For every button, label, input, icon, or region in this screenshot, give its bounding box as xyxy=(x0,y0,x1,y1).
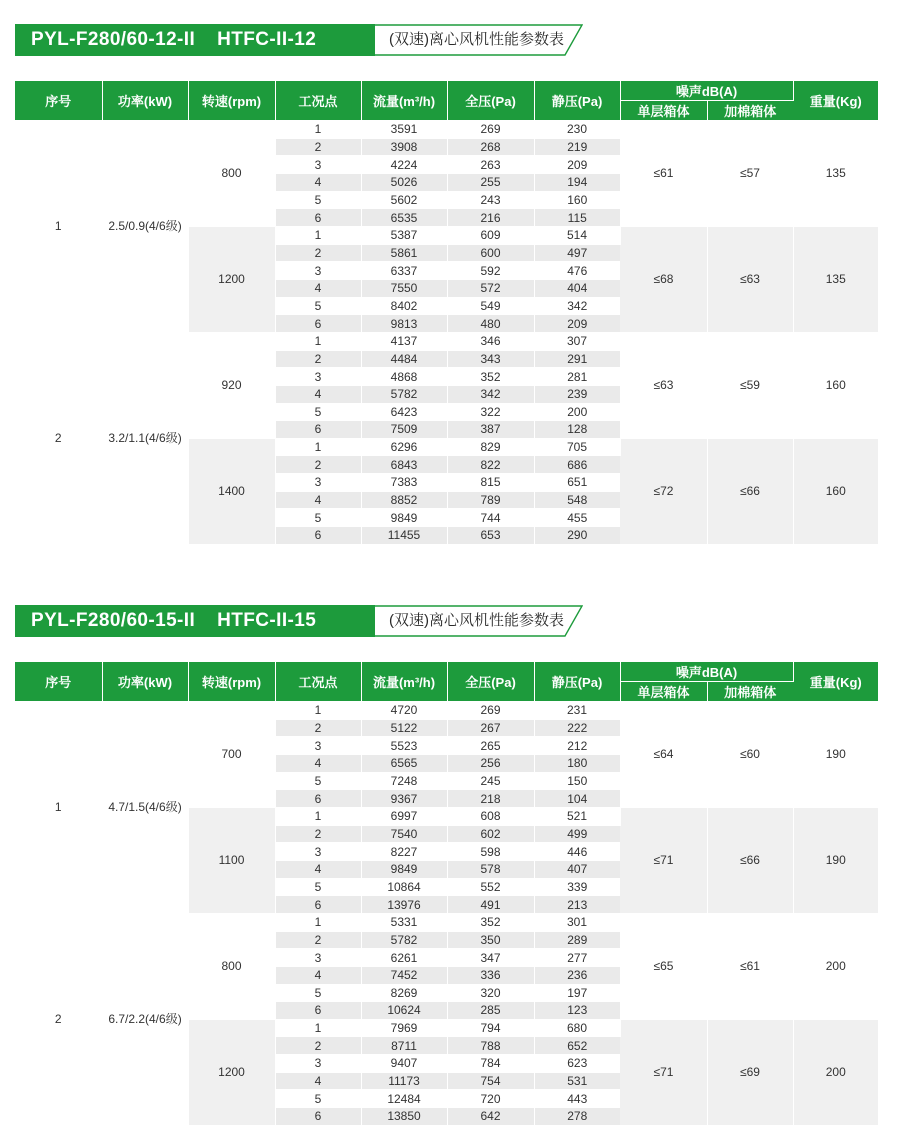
cell-static-pressure: 277 xyxy=(534,949,620,967)
cell-point: 2 xyxy=(275,1037,361,1055)
cell-total-pressure: 267 xyxy=(447,719,534,737)
cell-point: 4 xyxy=(275,173,361,191)
cell-weight: 190 xyxy=(793,807,878,913)
cell-flow: 7509 xyxy=(361,421,447,439)
cell-total-pressure: 572 xyxy=(447,279,534,297)
cell-point: 1 xyxy=(275,1019,361,1037)
cell-total-pressure: 789 xyxy=(447,491,534,509)
cell-static-pressure: 209 xyxy=(534,156,620,174)
cell-total-pressure: 608 xyxy=(447,807,534,825)
cell-seq: 1 xyxy=(15,121,102,333)
cell-static-pressure: 455 xyxy=(534,509,620,527)
cell-static-pressure: 531 xyxy=(534,1072,620,1090)
cell-total-pressure: 822 xyxy=(447,456,534,474)
header-power: 功率(kW) xyxy=(102,662,188,702)
cell-flow: 6423 xyxy=(361,403,447,421)
cell-flow: 9813 xyxy=(361,315,447,333)
cell-static-pressure: 290 xyxy=(534,527,620,545)
cell-noise-cotton: ≤66 xyxy=(707,807,793,913)
cell-point: 2 xyxy=(275,138,361,156)
cell-noise-single: ≤64 xyxy=(620,702,707,808)
cell-total-pressure: 255 xyxy=(447,173,534,191)
cell-flow: 7550 xyxy=(361,279,447,297)
cell-flow: 9849 xyxy=(361,860,447,878)
table-row xyxy=(15,332,878,350)
cell-flow: 6535 xyxy=(361,209,447,227)
cell-total-pressure: 642 xyxy=(447,1108,534,1126)
cell-point: 1 xyxy=(275,702,361,720)
title-main: PYL-F280/60-15-II xyxy=(31,610,196,631)
cell-power: 2.5/0.9(4/6级) xyxy=(102,121,188,333)
cell-flow: 8852 xyxy=(361,491,447,509)
cell-seq: 1 xyxy=(15,702,102,914)
cell-noise-cotton: ≤69 xyxy=(707,1019,793,1125)
cell-point: 5 xyxy=(275,509,361,527)
cell-point: 4 xyxy=(275,491,361,509)
cell-speed: 1400 xyxy=(188,438,275,544)
cell-total-pressure: 269 xyxy=(447,702,534,720)
header-point: 工况点 xyxy=(275,662,361,702)
cell-static-pressure: 499 xyxy=(534,825,620,843)
cell-static-pressure: 548 xyxy=(534,491,620,509)
cell-total-pressure: 343 xyxy=(447,350,534,368)
header-weight: 重量(Kg) xyxy=(793,81,878,121)
cell-static-pressure: 686 xyxy=(534,456,620,474)
cell-total-pressure: 263 xyxy=(447,156,534,174)
cell-flow: 4224 xyxy=(361,156,447,174)
cell-total-pressure: 592 xyxy=(447,262,534,280)
cell-flow: 4720 xyxy=(361,702,447,720)
cell-weight: 160 xyxy=(793,332,878,438)
cell-static-pressure: 212 xyxy=(534,737,620,755)
cell-noise-single: ≤61 xyxy=(620,121,707,227)
cell-total-pressure: 602 xyxy=(447,825,534,843)
cell-flow: 5387 xyxy=(361,226,447,244)
cell-total-pressure: 218 xyxy=(447,790,534,808)
cell-point: 2 xyxy=(275,244,361,262)
header-total-pressure: 全压(Pa) xyxy=(447,662,534,702)
cell-noise-single: ≤71 xyxy=(620,807,707,913)
cell-static-pressure: 307 xyxy=(534,332,620,350)
cell-flow: 7248 xyxy=(361,772,447,790)
cell-point: 6 xyxy=(275,896,361,914)
cell-total-pressure: 387 xyxy=(447,421,534,439)
cell-speed: 800 xyxy=(188,913,275,1019)
cell-total-pressure: 342 xyxy=(447,385,534,403)
cell-point: 6 xyxy=(275,1108,361,1126)
cell-power: 6.7/2.2(4/6级) xyxy=(102,913,188,1125)
cell-total-pressure: 352 xyxy=(447,368,534,386)
header-static-pressure: 静压(Pa) xyxy=(534,81,620,121)
cell-point: 6 xyxy=(275,1002,361,1020)
cell-total-pressure: 598 xyxy=(447,843,534,861)
header-seq: 序号 xyxy=(15,81,102,121)
cell-point: 1 xyxy=(275,438,361,456)
cell-point: 4 xyxy=(275,385,361,403)
title-model: HTFC-II-12 xyxy=(217,29,317,50)
cell-total-pressure: 265 xyxy=(447,737,534,755)
cell-static-pressure: 180 xyxy=(534,754,620,772)
cell-static-pressure: 150 xyxy=(534,772,620,790)
cell-point: 5 xyxy=(275,191,361,209)
cell-point: 1 xyxy=(275,226,361,244)
cell-static-pressure: 209 xyxy=(534,315,620,333)
cell-point: 2 xyxy=(275,350,361,368)
table-row xyxy=(15,121,878,139)
cell-total-pressure: 336 xyxy=(447,966,534,984)
cell-noise-single: ≤65 xyxy=(620,913,707,1019)
cell-flow: 6997 xyxy=(361,807,447,825)
cell-weight: 200 xyxy=(793,1019,878,1125)
cell-noise-cotton: ≤61 xyxy=(707,913,793,1019)
cell-total-pressure: 346 xyxy=(447,332,534,350)
section-title xyxy=(15,24,375,56)
cell-static-pressure: 222 xyxy=(534,719,620,737)
cell-flow: 9367 xyxy=(361,790,447,808)
title-tag-text: (双速)离心风机性能参数表 xyxy=(389,612,564,629)
cell-total-pressure: 480 xyxy=(447,315,534,333)
header-noise: 噪声dB(A) xyxy=(620,81,793,101)
cell-total-pressure: 788 xyxy=(447,1037,534,1055)
cell-flow: 7540 xyxy=(361,825,447,843)
cell-power: 4.7/1.5(4/6级) xyxy=(102,702,188,914)
cell-noise-single: ≤68 xyxy=(620,226,707,332)
cell-flow: 5026 xyxy=(361,173,447,191)
cell-flow: 11455 xyxy=(361,527,447,545)
spec-table xyxy=(15,662,878,1126)
cell-point: 3 xyxy=(275,843,361,861)
cell-noise-cotton: ≤57 xyxy=(707,121,793,227)
cell-point: 6 xyxy=(275,315,361,333)
cell-total-pressure: 609 xyxy=(447,226,534,244)
cell-total-pressure: 347 xyxy=(447,949,534,967)
header-noise-cotton: 加棉箱体 xyxy=(707,101,793,121)
header-total-pressure: 全压(Pa) xyxy=(447,81,534,121)
table-row xyxy=(15,702,878,720)
cell-total-pressure: 815 xyxy=(447,474,534,492)
cell-static-pressure: 278 xyxy=(534,1108,620,1126)
cell-flow: 9407 xyxy=(361,1055,447,1073)
cell-noise-cotton: ≤59 xyxy=(707,332,793,438)
cell-total-pressure: 754 xyxy=(447,1072,534,1090)
cell-flow: 6843 xyxy=(361,456,447,474)
cell-point: 1 xyxy=(275,332,361,350)
cell-weight: 135 xyxy=(793,226,878,332)
cell-speed: 1100 xyxy=(188,807,275,913)
cell-point: 1 xyxy=(275,913,361,931)
cell-static-pressure: 680 xyxy=(534,1019,620,1037)
cell-flow: 3591 xyxy=(361,121,447,139)
cell-flow: 6337 xyxy=(361,262,447,280)
cell-speed: 700 xyxy=(188,702,275,808)
cell-total-pressure: 269 xyxy=(447,121,534,139)
title-main: PYL-F280/60-12-II xyxy=(31,29,196,50)
cell-static-pressure: 651 xyxy=(534,474,620,492)
cell-static-pressure: 239 xyxy=(534,385,620,403)
cell-total-pressure: 243 xyxy=(447,191,534,209)
cell-flow: 4868 xyxy=(361,368,447,386)
cell-flow: 8711 xyxy=(361,1037,447,1055)
cell-static-pressure: 219 xyxy=(534,138,620,156)
cell-seq: 2 xyxy=(15,332,102,544)
cell-weight: 190 xyxy=(793,702,878,808)
cell-point: 2 xyxy=(275,456,361,474)
cell-noise-cotton: ≤60 xyxy=(707,702,793,808)
cell-point: 3 xyxy=(275,737,361,755)
cell-flow: 5861 xyxy=(361,244,447,262)
cell-static-pressure: 213 xyxy=(534,896,620,914)
section-title-bar xyxy=(15,605,878,637)
spec-table xyxy=(15,81,878,545)
cell-point: 4 xyxy=(275,279,361,297)
cell-point: 4 xyxy=(275,860,361,878)
cell-total-pressure: 256 xyxy=(447,754,534,772)
cell-flow: 13976 xyxy=(361,896,447,914)
cell-point: 1 xyxy=(275,121,361,139)
cell-total-pressure: 653 xyxy=(447,527,534,545)
cell-point: 5 xyxy=(275,878,361,896)
cell-point: 1 xyxy=(275,807,361,825)
header-noise-cotton: 加棉箱体 xyxy=(707,682,793,702)
cell-flow: 11173 xyxy=(361,1072,447,1090)
cell-point: 2 xyxy=(275,825,361,843)
cell-static-pressure: 230 xyxy=(534,121,620,139)
cell-point: 3 xyxy=(275,262,361,280)
cell-static-pressure: 446 xyxy=(534,843,620,861)
cell-flow: 5331 xyxy=(361,913,447,931)
section-title-bar xyxy=(15,24,878,56)
cell-point: 4 xyxy=(275,1072,361,1090)
cell-noise-single: ≤72 xyxy=(620,438,707,544)
cell-total-pressure: 216 xyxy=(447,209,534,227)
cell-static-pressure: 194 xyxy=(534,173,620,191)
header-weight: 重量(Kg) xyxy=(793,662,878,702)
cell-flow: 7452 xyxy=(361,966,447,984)
cell-total-pressure: 578 xyxy=(447,860,534,878)
cell-static-pressure: 236 xyxy=(534,966,620,984)
cell-weight: 135 xyxy=(793,121,878,227)
cell-static-pressure: 231 xyxy=(534,702,620,720)
cell-weight: 160 xyxy=(793,438,878,544)
cell-speed: 920 xyxy=(188,332,275,438)
cell-point: 5 xyxy=(275,984,361,1002)
cell-static-pressure: 281 xyxy=(534,368,620,386)
cell-point: 3 xyxy=(275,949,361,967)
cell-static-pressure: 104 xyxy=(534,790,620,808)
cell-total-pressure: 245 xyxy=(447,772,534,790)
cell-static-pressure: 521 xyxy=(534,807,620,825)
header-power: 功率(kW) xyxy=(102,81,188,121)
cell-point: 5 xyxy=(275,1090,361,1108)
cell-static-pressure: 160 xyxy=(534,191,620,209)
cell-point: 2 xyxy=(275,719,361,737)
cell-total-pressure: 320 xyxy=(447,984,534,1002)
cell-total-pressure: 829 xyxy=(447,438,534,456)
cell-speed: 800 xyxy=(188,121,275,227)
cell-static-pressure: 404 xyxy=(534,279,620,297)
header-speed: 转速(rpm) xyxy=(188,81,275,121)
cell-static-pressure: 514 xyxy=(534,226,620,244)
cell-static-pressure: 115 xyxy=(534,209,620,227)
spec-table-body xyxy=(15,702,878,1126)
cell-total-pressure: 350 xyxy=(447,931,534,949)
cell-static-pressure: 476 xyxy=(534,262,620,280)
cell-static-pressure: 443 xyxy=(534,1090,620,1108)
cell-total-pressure: 491 xyxy=(447,896,534,914)
header-static-pressure: 静压(Pa) xyxy=(534,662,620,702)
cell-static-pressure: 497 xyxy=(534,244,620,262)
cell-total-pressure: 322 xyxy=(447,403,534,421)
cell-total-pressure: 549 xyxy=(447,297,534,315)
cell-point: 6 xyxy=(275,527,361,545)
cell-point: 5 xyxy=(275,297,361,315)
cell-noise-cotton: ≤66 xyxy=(707,438,793,544)
cell-static-pressure: 705 xyxy=(534,438,620,456)
cell-flow: 8402 xyxy=(361,297,447,315)
cell-weight: 200 xyxy=(793,913,878,1019)
cell-flow: 4484 xyxy=(361,350,447,368)
cell-point: 3 xyxy=(275,1055,361,1073)
cell-flow: 9849 xyxy=(361,509,447,527)
cell-point: 6 xyxy=(275,209,361,227)
cell-static-pressure: 291 xyxy=(534,350,620,368)
spec-table-body xyxy=(15,121,878,545)
header-speed: 转速(rpm) xyxy=(188,662,275,702)
cell-flow: 6261 xyxy=(361,949,447,967)
cell-total-pressure: 268 xyxy=(447,138,534,156)
cell-total-pressure: 744 xyxy=(447,509,534,527)
cell-seq: 2 xyxy=(15,913,102,1125)
title-tag xyxy=(369,605,583,637)
cell-total-pressure: 784 xyxy=(447,1055,534,1073)
cell-static-pressure: 652 xyxy=(534,1037,620,1055)
cell-static-pressure: 197 xyxy=(534,984,620,1002)
cell-total-pressure: 600 xyxy=(447,244,534,262)
title-tag-text: (双速)离心风机性能参数表 xyxy=(389,31,564,48)
cell-static-pressure: 123 xyxy=(534,1002,620,1020)
cell-point: 3 xyxy=(275,368,361,386)
cell-point: 5 xyxy=(275,403,361,421)
cell-point: 6 xyxy=(275,790,361,808)
cell-flow: 5602 xyxy=(361,191,447,209)
spec-section-1 xyxy=(15,24,878,543)
cell-power: 3.2/1.1(4/6级) xyxy=(102,332,188,544)
cell-noise-cotton: ≤63 xyxy=(707,226,793,332)
header-flow: 流量(m³/h) xyxy=(361,81,447,121)
cell-static-pressure: 289 xyxy=(534,931,620,949)
cell-total-pressure: 794 xyxy=(447,1019,534,1037)
cell-flow: 7969 xyxy=(361,1019,447,1037)
header-noise-single: 单层箱体 xyxy=(620,682,707,702)
header-seq: 序号 xyxy=(15,662,102,702)
cell-flow: 12484 xyxy=(361,1090,447,1108)
cell-flow: 4137 xyxy=(361,332,447,350)
cell-flow: 5782 xyxy=(361,385,447,403)
cell-point: 5 xyxy=(275,772,361,790)
cell-static-pressure: 200 xyxy=(534,403,620,421)
table-row xyxy=(15,913,878,931)
cell-static-pressure: 128 xyxy=(534,421,620,439)
cell-static-pressure: 301 xyxy=(534,913,620,931)
cell-total-pressure: 352 xyxy=(447,913,534,931)
section-title xyxy=(15,605,375,637)
cell-flow: 6565 xyxy=(361,754,447,772)
cell-point: 4 xyxy=(275,966,361,984)
cell-flow: 10864 xyxy=(361,878,447,896)
cell-point: 2 xyxy=(275,931,361,949)
cell-static-pressure: 623 xyxy=(534,1055,620,1073)
cell-static-pressure: 342 xyxy=(534,297,620,315)
cell-flow: 10624 xyxy=(361,1002,447,1020)
cell-noise-single: ≤71 xyxy=(620,1019,707,1125)
cell-flow: 5122 xyxy=(361,719,447,737)
cell-total-pressure: 720 xyxy=(447,1090,534,1108)
header-noise-single: 单层箱体 xyxy=(620,101,707,121)
title-model: HTFC-II-15 xyxy=(217,610,317,631)
cell-speed: 1200 xyxy=(188,226,275,332)
cell-flow: 5782 xyxy=(361,931,447,949)
spec-section-2 xyxy=(15,605,878,1124)
cell-flow: 13850 xyxy=(361,1108,447,1126)
header-flow: 流量(m³/h) xyxy=(361,662,447,702)
cell-static-pressure: 339 xyxy=(534,878,620,896)
cell-flow: 6296 xyxy=(361,438,447,456)
header-point: 工况点 xyxy=(275,81,361,121)
cell-flow: 7383 xyxy=(361,474,447,492)
header-noise: 噪声dB(A) xyxy=(620,662,793,682)
cell-speed: 1200 xyxy=(188,1019,275,1125)
cell-point: 3 xyxy=(275,156,361,174)
cell-flow: 8269 xyxy=(361,984,447,1002)
cell-static-pressure: 407 xyxy=(534,860,620,878)
cell-point: 3 xyxy=(275,474,361,492)
title-tag xyxy=(369,24,583,56)
cell-total-pressure: 552 xyxy=(447,878,534,896)
cell-flow: 5523 xyxy=(361,737,447,755)
cell-point: 6 xyxy=(275,421,361,439)
cell-flow: 8227 xyxy=(361,843,447,861)
cell-point: 4 xyxy=(275,754,361,772)
cell-total-pressure: 285 xyxy=(447,1002,534,1020)
cell-flow: 3908 xyxy=(361,138,447,156)
cell-noise-single: ≤63 xyxy=(620,332,707,438)
